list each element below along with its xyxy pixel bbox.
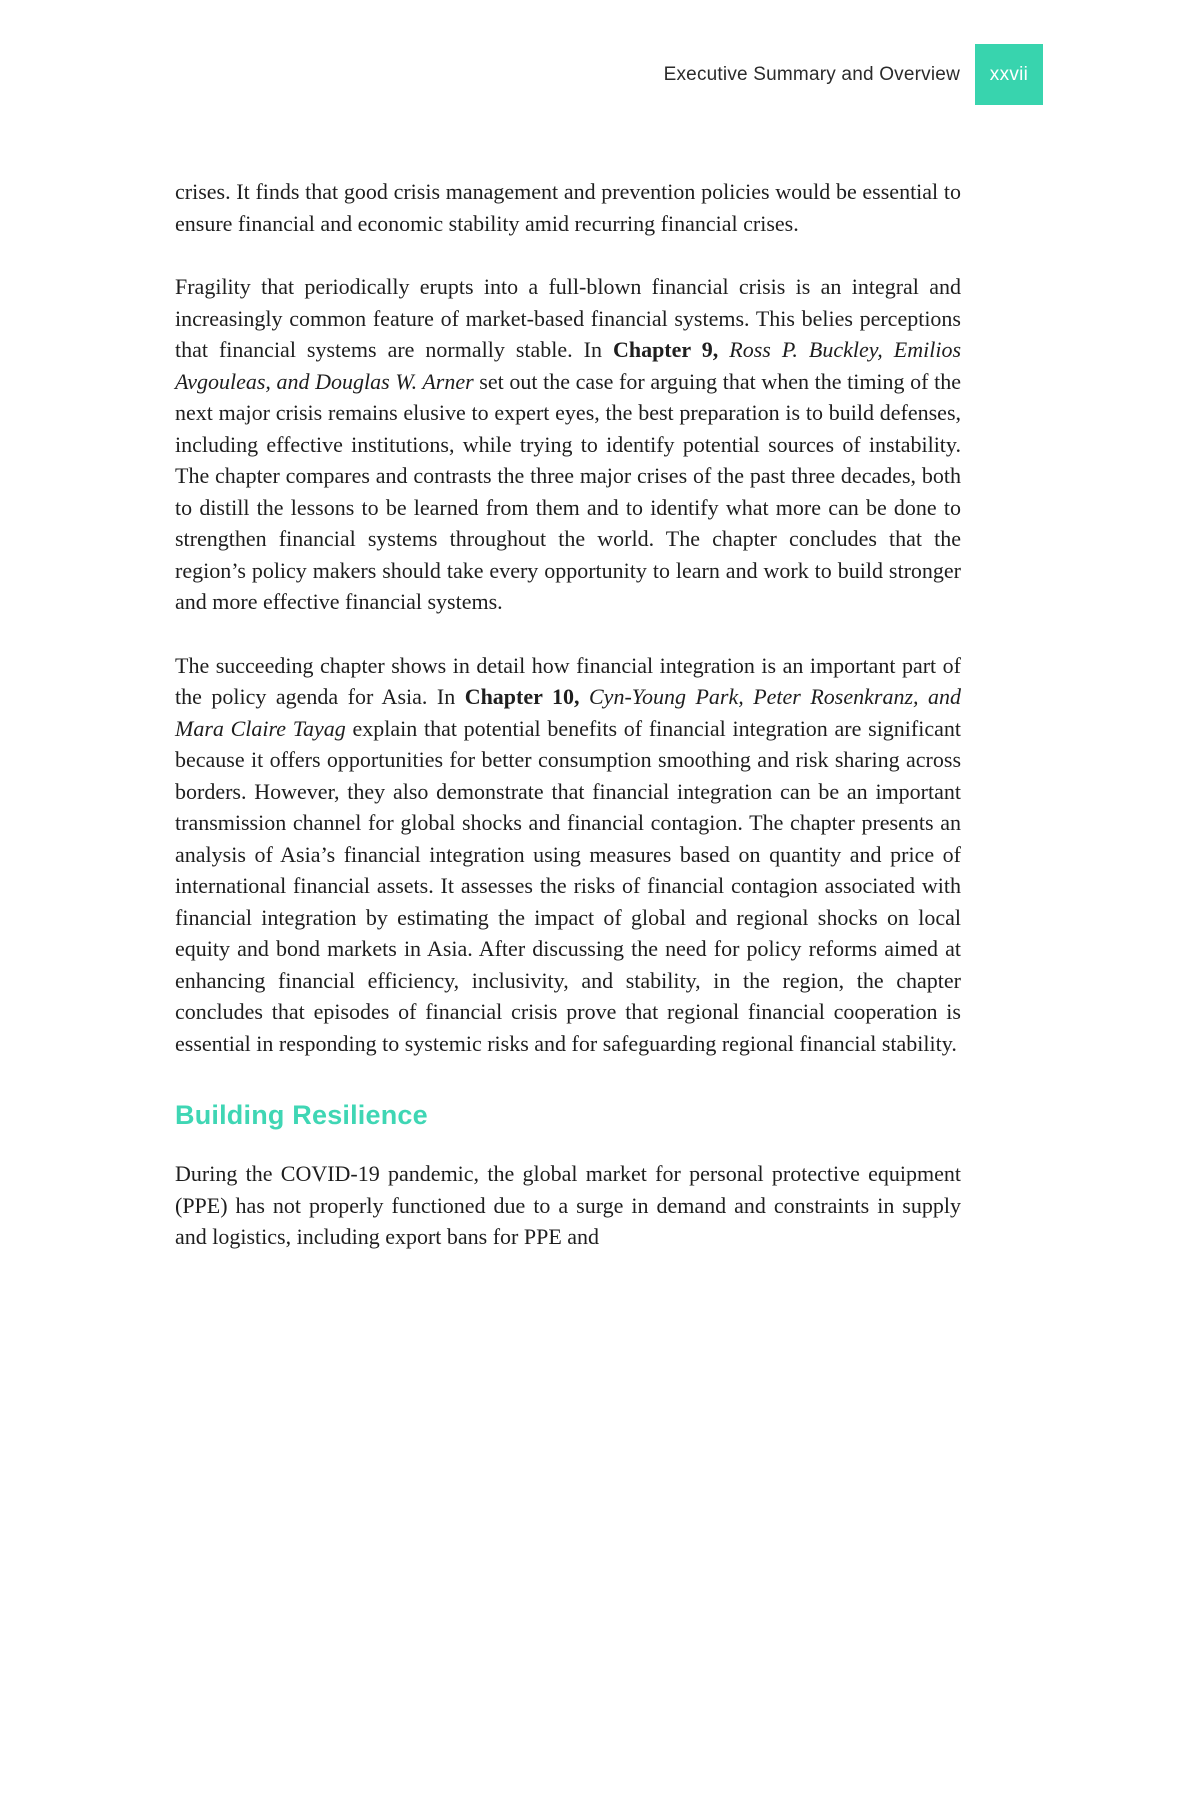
paragraph — [175, 271, 961, 618]
text-run: During the COVID-19 pandemic, the global market for personal protective equipment (PPE) has not properly functioned due to a surge in demand and constraints in supply and logistics, including export bans for PPE and — [175, 1161, 961, 1249]
running-header: Executive Summary and Overview — [663, 64, 960, 85]
text-run: Fragility that periodically erupts into a full-blown financial crisis is an integral and increasingly common feature of market-based financial systems. This belies perceptions that financial systems are normally stable. In — [175, 274, 961, 362]
author-names: Ross P. Buckley, Emilios Avgouleas, and Douglas W. Arner — [175, 337, 962, 394]
text-run: set out the case for arguing that when the timing of the next major crisis remains elusive to expert eyes, the best preparation is to build defenses, including effective institutions, while trying to identify potential sources of instability. The chapter compares and contrasts the three major crises of the past three decades, both to distill the lessons to be learned from them and to identify what more can be done to strengthen financial systems throughout the world. The chapter concludes that the region’s policy makers should take every opportunity to learn and work to build stronger and more effective financial systems. — [175, 368, 961, 614]
chapter-ref: Chapter 10, — [464, 684, 580, 709]
text-run — [580, 684, 590, 709]
paragraph — [175, 650, 961, 1060]
text-run: The succeeding chapter shows in detail how financial integration is an important part of the policy agenda for Asia. In — [175, 652, 961, 709]
paragraph — [175, 1158, 961, 1253]
text-run — [718, 337, 729, 362]
page-number-tab — [975, 44, 1043, 105]
chapter-ref: Chapter 9, — [612, 337, 719, 362]
text-run: crises. It finds that good crisis management and prevention policies would be essential to ensure financial and economic stability amid recurring financial crises. — [175, 179, 961, 236]
section-heading: Building Resilience — [175, 1100, 428, 1130]
author-names: Cyn-Young Park, Peter Rosenkranz, and Mara Claire Tayag — [175, 684, 961, 741]
text-run: explain that potential benefits of financial integration are significant because it offers opportunities for better consumption smoothing and risk sharing across borders. However, they also demonstrate that financial integration can be an important transmission channel for global shocks and financial contagion. The chapter presents an analysis of Asia’s financial integration using measures based on quantity and price of international financial assets. It assesses the risks of financial contagion associated with financial integration by estimating the impact of global and regional shocks on local equity and bond markets in Asia. After discussing the need for policy reforms aimed at enhancing financial efficiency, inclusivity, and stability, in the region, the chapter concludes that episodes of financial crisis prove that regional financial cooperation is essential in responding to systemic risks and for safeguarding regional financial stability. — [175, 715, 961, 1056]
paragraph — [175, 176, 961, 239]
page-number: xxvii — [989, 63, 1029, 85]
page-body — [175, 176, 961, 1285]
